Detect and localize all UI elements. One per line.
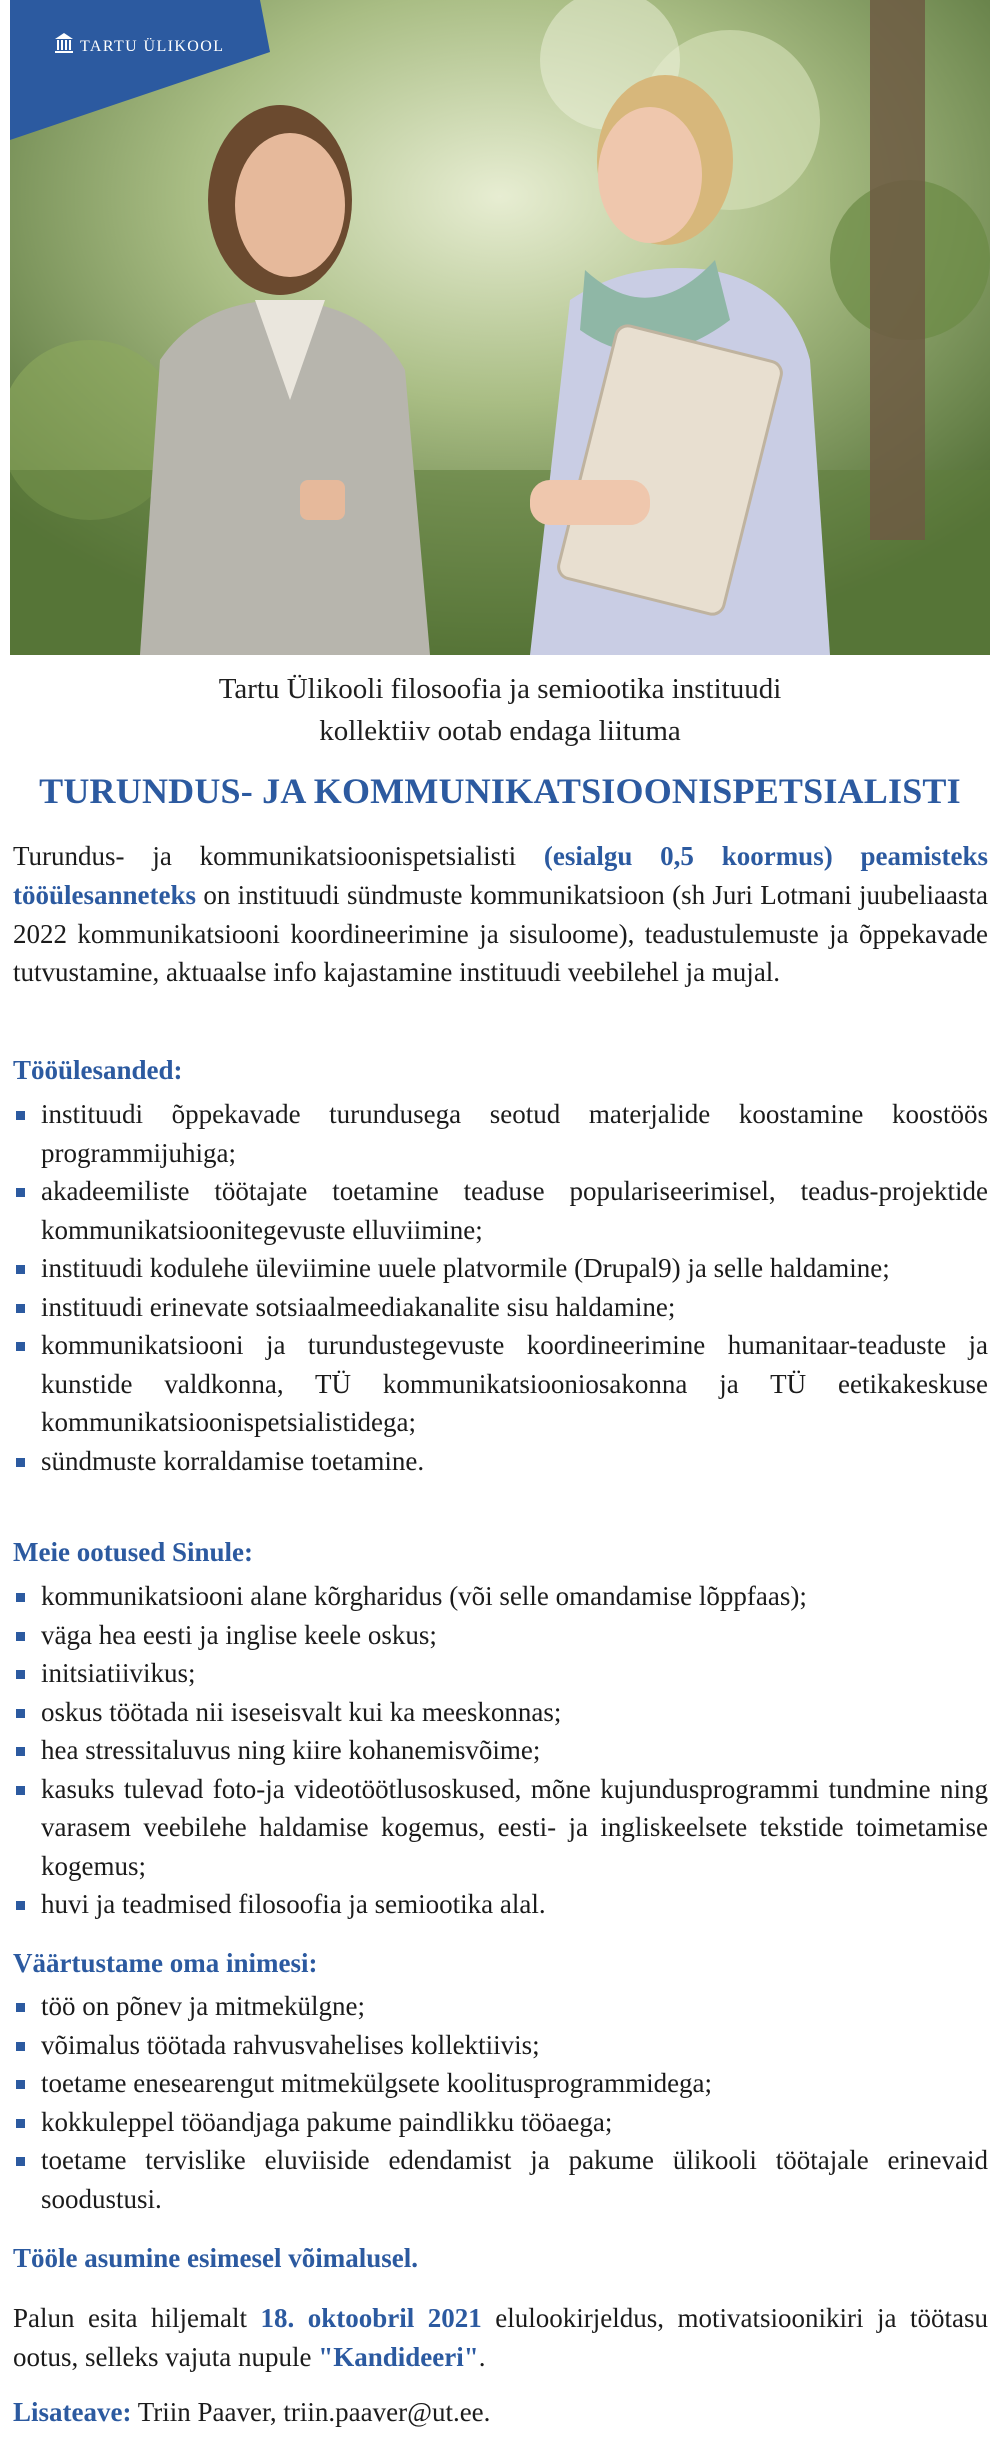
start-note: Tööle asumine esimesel võimalusel. [13, 2243, 418, 2273]
expectation-item-text: initsiatiivikus; [41, 1658, 196, 1688]
apply-text-2: elulookirjeldus, motivatsioonikiri ja töötasu ootus, selleks vajuta nupule [13, 2303, 988, 2372]
tasks-heading: Tööülesanded: [13, 1055, 183, 1085]
expectation-item-text: huvi ja teadmised filosoofia ja semiootika alal. [41, 1889, 546, 1919]
bullet-square-icon [16, 1265, 25, 1274]
bullet-square-icon [16, 1458, 25, 1467]
expectation-item [13, 1654, 988, 1693]
expectation-item-text: kasuks tulevad foto-ja videotöötlusoskused, mõne kujundusprogrammi tundmine ning varasem veebilehe haldamise kogemus, eesti- ja ingliskeelsete tekstide toimetamise kogemus; [41, 1773, 988, 1881]
task-item-text: akadeemiliste töötajate toetamine teaduse populariseerimisel, teadus-projektide kommunikatsioonitegevuste elluviimine; [41, 1176, 988, 1245]
bullet-square-icon [16, 1670, 25, 1679]
value-item-text: toetame tervislike eluviiside edendamist ja pakume ülikooli töötajale erinevaid soodustusi. [41, 2145, 988, 2214]
value-item-text: võimalus töötada rahvusvahelises kollektiivis; [41, 2029, 540, 2060]
expectation-item [13, 1885, 988, 1924]
expectation-item [13, 1731, 988, 1770]
tasks-list [13, 1095, 988, 1480]
logo-text: TARTU ÜLIKOOL [80, 38, 225, 55]
bullet-square-icon [16, 1901, 25, 1910]
expectation-item-text: hea stressitaluvus ning kiire kohanemisvõime; [41, 1735, 541, 1765]
bullet-square-icon [16, 1632, 25, 1641]
lead-text-2: on instituudi sündmuste kommunikatsioon (sh Juri Lotmani juubeliaasta 2022 kommunikatsiooni koordineerimine ja sisuloome), teadustulemuste ja õppekavade tutvustamine, aktuaalse info kajastamine instituudi veebilehel ja mujal. [13, 879, 988, 988]
bullet-square-icon [16, 2157, 25, 2166]
values-list [13, 1987, 988, 2218]
apply-deadline: 18. oktoobril 2021 [260, 2303, 482, 2333]
apply-button-reference: "Kandideeri" [318, 2341, 479, 2372]
intro-line-2: kollektiiv ootab endaga liituma [319, 715, 681, 747]
contact-text: Triin Paaver, triin.paaver@ut.ee. [131, 2397, 491, 2427]
bullet-square-icon [16, 1786, 25, 1795]
expectation-item-text: kommunikatsiooni alane kõrgharidus (või selle omandamise lõppfaas); [41, 1581, 807, 1611]
task-item-text: kommunikatsiooni ja turundustegevuste koordineerimine humanitaar-teaduste ja kunstide valdkonna, TÜ kommunikatsiooniosakonna ja TÜ eetikakeskuse kommunikatsioonispetsialistidega; [41, 1330, 988, 1437]
value-item-text: kokkuleppel tööandjaga pakume paindlikku tööaega; [41, 2106, 613, 2137]
value-item [13, 2103, 988, 2142]
bullet-square-icon [16, 2119, 25, 2128]
contact-label: Lisateave: [13, 2397, 132, 2427]
expectation-item [13, 1770, 988, 1886]
lead-text-1: Turundus- ja kommunikatsioonispetsialisti [13, 841, 544, 871]
values-heading: Väärtustame oma inimesi: [13, 1948, 318, 1978]
contact-line [13, 2393, 988, 2432]
logo-banner[interactable] [10, 0, 270, 140]
hero-photo [10, 0, 990, 655]
job-title: TURUNDUS- JA KOMMUNIKATSIOONISPETSIALISTI [39, 771, 961, 811]
value-item [13, 2026, 988, 2065]
intro [0, 668, 1000, 752]
expectation-item-text: oskus töötada nii iseseisvalt kui ka meeskonnas; [41, 1696, 562, 1727]
task-item [13, 1249, 988, 1288]
value-item [13, 2141, 988, 2218]
lead-highlight: (esialgu 0,5 koormus) peamisteks tööülesanneteks [13, 841, 988, 910]
task-item [13, 1326, 988, 1442]
expectations-list [13, 1577, 988, 1924]
value-item-text: toetame enesearengut mitmekülgsete koolitusprogrammidega; [41, 2068, 713, 2098]
bullet-square-icon [16, 1111, 25, 1120]
bullet-square-icon [16, 1709, 25, 1718]
task-item [13, 1172, 988, 1249]
apply-paragraph [13, 2299, 988, 2376]
bullet-square-icon [16, 1188, 25, 1197]
task-item-text: instituudi kodulehe üleviimine uuele platvormile (Drupal9) ja selle haldamine; [41, 1253, 890, 1283]
task-item-text: instituudi õppekavade turundusega seotud materjalide koostamine koostöös programmijuhiga; [41, 1099, 988, 1168]
bullet-square-icon [16, 2003, 25, 2012]
expectation-item [13, 1693, 988, 1732]
task-item [13, 1095, 988, 1172]
bullet-square-icon [16, 1747, 25, 1756]
task-item-text: instituudi erinevate sotsiaalmeediakanalite sisu haldamine; [41, 1291, 676, 1322]
expectation-item [13, 1616, 988, 1655]
value-item [13, 1987, 988, 2026]
university-emblem-icon [54, 32, 74, 54]
expectation-item-text: väga hea eesti ja inglise keele oskus; [41, 1619, 437, 1650]
intro-line-1: Tartu Ülikooli filosoofia ja semiootika instituudi [218, 673, 782, 705]
task-item [13, 1288, 988, 1327]
bullet-square-icon [16, 2042, 25, 2051]
bullet-square-icon [16, 1593, 25, 1602]
expectations-heading: Meie ootused Sinule: [13, 1537, 253, 1567]
apply-text-1: Palun esita hiljemalt [13, 2303, 261, 2333]
bullet-square-icon [16, 2080, 25, 2089]
expectation-item [13, 1577, 988, 1616]
value-item [13, 2064, 988, 2103]
logo-banner-shape [10, 0, 270, 140]
value-item-text: töö on põnev ja mitmekülgne; [41, 1991, 365, 2021]
bullet-square-icon [16, 1304, 25, 1313]
apply-text-3: . [478, 2341, 486, 2372]
lead-paragraph [13, 837, 988, 992]
bullet-square-icon [16, 1342, 25, 1351]
task-item [13, 1442, 988, 1481]
task-item-text: sündmuste korraldamise toetamine. [41, 1445, 425, 1476]
